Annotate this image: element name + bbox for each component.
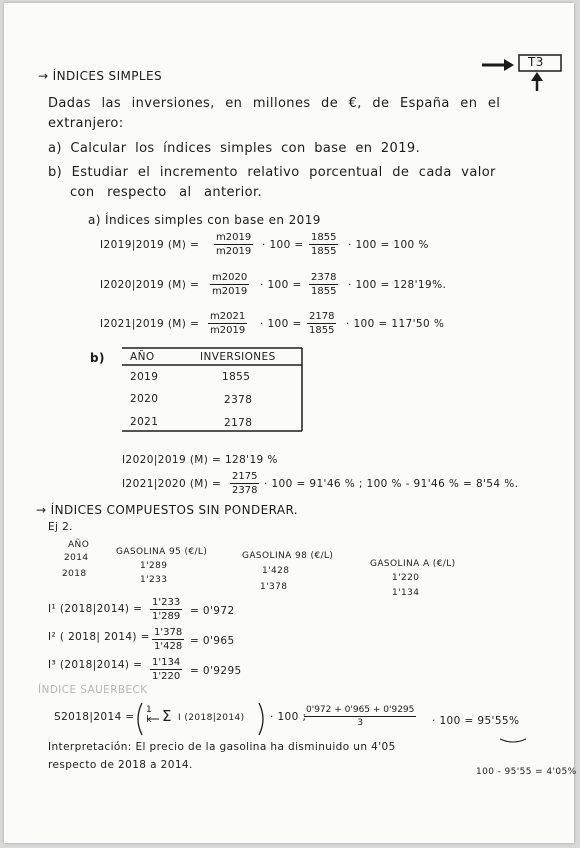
frac-denominator: m2019 <box>212 286 248 297</box>
frac-numerator: 0'972 + 0'965 + 0'9295 <box>306 705 415 715</box>
frac-denominator: 1855 <box>309 325 335 336</box>
frac-numerator: m2021 <box>210 311 246 322</box>
interpretation-line-2: respecto de 2018 a 2014. <box>48 759 193 771</box>
sauerbeck-average-frac <box>304 705 416 728</box>
frac-numerator: 2175 <box>232 471 258 482</box>
sauerbeck-one-over-k <box>146 705 152 725</box>
sauerbeck-sum-term: I (2018|2014) <box>178 713 245 723</box>
part-b-label: b) <box>90 351 105 365</box>
index-2020-lhs: I2020|2019 (M) = <box>100 279 200 291</box>
index-gas-95-lhs: I¹ (2018|2014) = <box>48 603 143 615</box>
frac-denominator: 1'220 <box>152 671 181 682</box>
question-a: a) Calcular los índices simples con base en 2019. <box>48 141 421 156</box>
question-b-line-2: con respecto al anterior. <box>70 185 263 200</box>
frac-denominator: m2019 <box>210 325 246 336</box>
gas-table-year: 2014 <box>64 553 89 563</box>
interpretation-line-1: Interpretación: El precio de la gasolina ha disminuido un 4'05 <box>48 741 396 753</box>
table-cell-value: 2378 <box>224 394 253 406</box>
table-cell-value: 2178 <box>224 417 253 429</box>
exercise-label: Ej 2. <box>48 521 73 533</box>
index-2021-rhs: · 100 = 117'50 % <box>346 318 445 330</box>
gas-table-cell: 1'378 <box>260 582 288 592</box>
index-2019-lhs: I2019|2019 (M) = <box>100 239 200 251</box>
index-2020-2019-result: I2020|2019 (M) = 128'19 % <box>122 454 278 466</box>
table-header-year: AÑO <box>130 351 155 363</box>
notebook-page <box>4 3 577 843</box>
frac-numerator: 1'378 <box>154 627 183 638</box>
frac-denominator: 1'289 <box>152 611 181 622</box>
sauerbeck-formula-marks <box>4 3 574 763</box>
index-gas-a-lhs: I³ (2018|2014) = <box>48 659 143 671</box>
interpretation-side-calc: 100 - 95'55 = 4'05% <box>476 767 577 777</box>
frac-numerator: 1'134 <box>152 657 181 668</box>
gas-table-header-98: GASOLINA 98 (€/L) <box>242 551 334 561</box>
index-2020-rhs: · 100 = 128'19%. <box>348 279 447 291</box>
index-2021-2020-lhs: I2021|2020 (M) = <box>122 478 222 490</box>
index-2021-2020-rhs: · 100 = 91'46 % ; 100 % - 91'46 % = 8'54 %. <box>264 478 519 490</box>
question-b-line-1: b) Estudiar el incremento relativo porcentual de cada valor <box>48 165 496 180</box>
sauerbeck-result: · 100 = 95'55% <box>432 715 520 727</box>
sauerbeck-lhs: S2018|2014 = <box>54 711 135 723</box>
frac-denominator: 3 <box>357 718 364 728</box>
index-2020-mid: · 100 = <box>260 279 302 291</box>
table-cell-year: 2021 <box>130 416 159 428</box>
frac-denominator: m2019 <box>216 246 252 257</box>
tag-label: T3 <box>528 55 544 69</box>
gas-table-year: 2018 <box>62 569 87 579</box>
index-gas-98-rhs: = 0'965 <box>190 635 235 647</box>
index-gas-98-lhs: I² ( 2018| 2014) = <box>48 631 150 643</box>
gas-table-cell: 1'428 <box>262 566 290 576</box>
gas-table-cell: 1'233 <box>140 575 168 585</box>
frac-numerator: 2378 <box>311 272 337 283</box>
section-title-indices-simples: → ÍNDICES SIMPLES <box>38 69 162 83</box>
index-2021-mid: · 100 = <box>260 318 302 330</box>
frac-denominator: 1'428 <box>154 641 183 652</box>
summation-icon: Σ <box>162 707 172 725</box>
frac-numerator: m2019 <box>216 232 252 243</box>
index-gas-a-rhs: = 0'9295 <box>190 665 242 677</box>
gas-table-header-95: GASOLINA 95 (€/L) <box>116 547 208 557</box>
table-cell-year: 2019 <box>130 371 159 383</box>
intro-line-1: Dadas las inversiones, en millones de €, de España en el <box>48 96 501 111</box>
gas-table-cell: 1'289 <box>140 561 168 571</box>
table-cell-value: 1855 <box>222 371 251 383</box>
frac-numerator: 1'233 <box>152 597 181 608</box>
table-header-investments: INVERSIONES <box>200 351 276 363</box>
sauerbeck-times: · 100 ; <box>270 711 307 723</box>
frac-numerator: m2020 <box>212 272 248 283</box>
index-gas-95-rhs: = 0'972 <box>190 605 235 617</box>
gas-table-header-year: AÑO <box>68 540 90 550</box>
section-title-indices-compuestos: → ÍNDICES COMPUESTOS SIN PONDERAR. <box>36 503 298 517</box>
part-a-title: a) Índices simples con base en 2019 <box>88 213 321 227</box>
frac-numerator: 2178 <box>309 311 335 322</box>
index-2019-mid: · 100 = <box>262 239 304 251</box>
gas-table-cell: 1'220 <box>392 573 420 583</box>
index-2021-lhs: I2021|2019 (M) = <box>100 318 200 330</box>
frac-numerator: 1855 <box>311 232 337 243</box>
sauerbeck-title: ÍNDICE SAUERBECK <box>38 684 148 696</box>
frac-denominator: 2378 <box>232 485 258 496</box>
gas-table-cell: 1'134 <box>392 588 420 598</box>
table-cell-year: 2020 <box>130 393 159 405</box>
frac-denominator: 1855 <box>311 286 337 297</box>
fraction-k: k <box>146 715 152 725</box>
index-2019-rhs: · 100 = 100 % <box>348 239 429 251</box>
gas-table-header-a: GASOLINA A (€/L) <box>370 559 456 569</box>
frac-denominator: 1855 <box>311 246 337 257</box>
fraction-one: 1 <box>146 705 152 715</box>
intro-line-2: extranjero: <box>48 116 124 131</box>
